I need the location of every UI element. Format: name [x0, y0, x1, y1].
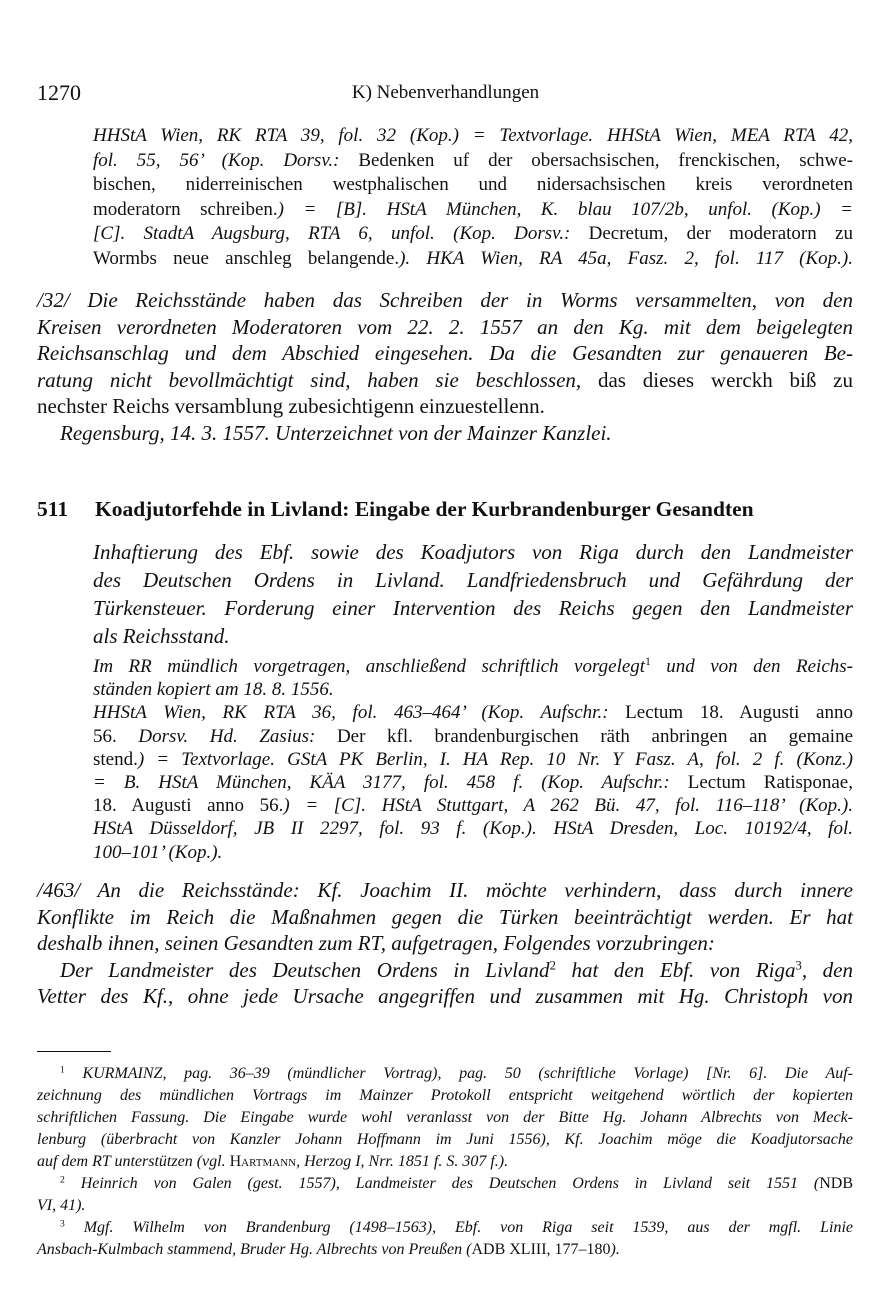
- source-note-block: [93, 124, 853, 271]
- text-line: [37, 1063, 853, 1085]
- text-line: [37, 287, 853, 314]
- text-segment: Decretum, der moderatorn zu: [570, 223, 853, 244]
- text-line: [93, 173, 853, 198]
- footnotes: [37, 1063, 853, 1261]
- text-line: [37, 1173, 853, 1195]
- text-segment: ratung nicht bevollmächtigt sind, haben sie beschlossen,: [37, 367, 582, 392]
- text-line: [93, 594, 853, 622]
- text-segment: Regensburg, 14. 3. 1557. Unterzeichnet von der Mainzer Kanzlei.: [60, 420, 612, 445]
- text-segment: deshalb ihnen, seinen Gesandten zum RT, aufgetragen, Folgendes vorzubringen:: [37, 931, 715, 955]
- text-segment: des Deutschen Ordens in Livland. Landfriedensbruch und Gefährdung der: [93, 568, 853, 592]
- text-segment: HStA Düsseldorf, JB II 2297, fol. 93 f. (Kop.). HStA Dresden, Loc. 10192/4, fol.: [93, 818, 853, 840]
- text-segment: 100–101’ (Kop.).: [93, 841, 223, 863]
- text-segment: Hartmann: [229, 1153, 297, 1170]
- text-line: [93, 198, 853, 223]
- text-line: [93, 566, 853, 594]
- text-segment: stend.: [93, 748, 138, 770]
- text-line: [37, 904, 853, 931]
- text-segment: [C]. StadtA Augsburg, RTA 6, unfol. (Kop. Dorsv.:: [93, 223, 571, 244]
- text-line: [93, 538, 853, 566]
- text-line: [37, 1107, 853, 1129]
- text-line: [93, 149, 853, 174]
- text-line: [37, 957, 853, 984]
- text-segment: Inhaftierung des Ebf. sowie des Koadjutors von Riga durch den Landmeister: [93, 540, 853, 564]
- text-segment: /32/ Die Reichsstände haben das Schreiben der in Worms versammelten, von den: [37, 288, 853, 312]
- text-segment: Mgf. Wilhelm von Brandenburg (1498–1563), Ebf. von Riga seit 1539, aus der mgfl. Linie: [64, 1219, 853, 1236]
- footnote-marker: 1: [60, 1064, 65, 1076]
- text-line: [37, 1151, 853, 1173]
- text-line: [37, 1195, 853, 1217]
- text-segment: /463/ An die Reichsstände: Kf. Joachim II. möchte verhindern, dass durch innere: [37, 878, 853, 902]
- text-line: [37, 1239, 853, 1261]
- text-segment: Ansbach-Kulmbach stammend, Bruder Hg. Albrechts von Preußen (: [37, 1241, 472, 1258]
- text-line: [37, 1217, 853, 1239]
- text-line: [93, 771, 853, 794]
- text-line: [37, 930, 853, 957]
- footnote-marker: 2: [60, 1174, 65, 1186]
- text-line: [37, 1129, 853, 1151]
- text-line: [93, 748, 853, 771]
- section-title: Koadjutorfehde in Livland: Eingabe der Kurbrandenburger Gesandten: [95, 497, 754, 521]
- text-line: [37, 983, 853, 1010]
- text-segment: ständen kopiert am 18. 8. 1556.: [93, 679, 334, 701]
- text-line: [93, 725, 853, 748]
- text-segment: Im RR mündlich vorgetragen, anschließend schriftlich vorgelegt: [93, 656, 646, 677]
- text-segment: ) = Textvorlage. GStA PK Berlin, I. HA Rep. 10 Nr. Y Fasz. A, fol. 2 f. (Konz.): [137, 748, 853, 770]
- source-note-block: [93, 655, 853, 864]
- text-segment: hat den Ebf. von Riga: [555, 957, 796, 982]
- text-segment: und von den Reichs-: [650, 656, 853, 677]
- section-summary: [93, 538, 853, 650]
- document-paragraph-32: [37, 287, 853, 446]
- footnote-marker: 3: [795, 957, 802, 972]
- document-paragraph-463: [37, 877, 853, 1010]
- text-line: [93, 701, 853, 724]
- text-segment: fol. 55, 56’ (Kop. Dorsv.:: [93, 149, 340, 171]
- text-segment: , den: [801, 957, 854, 982]
- text-line: [93, 817, 853, 840]
- text-line: [37, 367, 853, 394]
- text-line: [93, 794, 853, 817]
- text-line: [37, 877, 853, 904]
- text-segment: 56.: [93, 725, 139, 747]
- section-number: 511: [37, 497, 69, 521]
- text-segment: lenburg (überbracht von Kanzler Johann Hoffmann im Juni 1556), Kf. Joachim möge die Koadjutorsache: [37, 1131, 853, 1148]
- footnote-rule: [37, 1051, 111, 1052]
- text-segment: Der kfl. brandenburgischen räth anbringen an gemaine: [315, 725, 854, 747]
- text-segment: schriftlichen Fassung. Die Eingabe wurde wohl veranlasst von der Bitte Hg. Johann Albrechts von Meck-: [37, 1109, 853, 1126]
- text-line: [37, 340, 853, 367]
- text-line: [93, 247, 853, 272]
- text-segment: ).: [610, 1241, 620, 1258]
- text-segment: VI, 41).: [37, 1197, 86, 1214]
- text-segment: Der Landmeister des Deutschen Ordens in Livland: [60, 957, 550, 982]
- text-segment: Heinrich von Galen (gest. 1557), Landmeister des Deutschen Ordens in Livland seit 1551 (: [64, 1175, 820, 1192]
- text-segment: ). HKA Wien, RA 45a, Fasz. 2, fol. 117 (Kop.).: [399, 247, 853, 269]
- text-segment: Bedenken uf der obersachsischen, frenckischen, schwe-: [339, 149, 854, 171]
- text-segment: bischen, niderreinischen westphalischen und nidersachsischen kreis verordneten: [93, 174, 853, 195]
- text-segment: Dorsv. Hd. Zasius:: [138, 725, 316, 747]
- text-line: [37, 420, 853, 447]
- text-segment: 18. Augusti anno 56.: [93, 795, 284, 817]
- text-segment: ADB XLIII, 177–180: [471, 1241, 611, 1258]
- text-segment: Konflikte im Reich die Maßnahmen gegen die Türken beeinträchtigt werden. Er hat: [37, 904, 853, 929]
- text-line: [93, 222, 853, 247]
- text-segment: Kreisen verordneten Moderatoren vom 22. 2. 1557 an den Kg. mit dem beigelegten: [37, 314, 853, 339]
- text-line: [93, 678, 853, 701]
- text-segment: Lectum 18. Augusti anno: [608, 702, 853, 724]
- text-segment: als Reichsstand.: [93, 624, 230, 648]
- text-segment: Vetter des Kf., ohne jede Ursache angegriffen und zusammen mit Hg. Christoph von: [37, 984, 853, 1008]
- text-segment: NDB: [819, 1175, 853, 1192]
- text-segment: auf dem RT unterstützen (vgl.: [37, 1153, 230, 1170]
- text-segment: = B. HStA München, KÄA 3177, fol. 458 f. (Kop. Aufschr.:: [93, 772, 670, 794]
- section-heading: [37, 497, 754, 522]
- text-segment: Reichsanschlag und dem Abschied eingesehen. Da die Gesandten zur genaueren Be-: [37, 341, 853, 365]
- text-segment: moderatorn schreiben.: [93, 198, 278, 220]
- text-segment: das dieses werckh biß zu: [581, 367, 853, 392]
- text-line: [93, 622, 853, 650]
- footnote-marker: 2: [549, 957, 556, 972]
- text-segment: nechster Reichs versamblung zubesichtigenn einzuestellenn.: [37, 394, 545, 418]
- text-segment: HHStA Wien, RK RTA 39, fol. 32 (Kop.) = Textvorlage. HHStA Wien, MEA RTA 42,: [93, 125, 853, 146]
- text-segment: , Herzog I, Nrr. 1851 f. S. 307 f.).: [296, 1153, 509, 1170]
- text-segment: KURMAINZ, pag. 36–39 (mündlicher Vortrag), pag. 50 (schriftliche Vorlage) [Nr. 6]. Die Auf-: [64, 1065, 853, 1082]
- text-segment: zeichnung des mündlichen Vortrags im Mainzer Protokoll entspricht weitgehend wörtlich der kopierten: [37, 1087, 853, 1104]
- footnote-marker: 1: [645, 656, 651, 669]
- page-number: 1270: [37, 80, 81, 105]
- text-segment: HHStA Wien, RK RTA 36, fol. 463–464’ (Kop. Aufschr.:: [93, 702, 609, 724]
- text-line: [37, 1085, 853, 1107]
- text-segment: Wormbs neue anschleg belangende.: [93, 247, 400, 269]
- text-segment: Türkensteuer. Forderung einer Intervention des Reichs gegen den Landmeister: [93, 596, 853, 620]
- text-line: [93, 655, 853, 678]
- text-line: [37, 393, 853, 420]
- footnote-marker: 3: [60, 1218, 65, 1230]
- text-segment: ) = [B]. HStA München, K. blau 107/2b, unfol. (Kop.) =: [277, 198, 853, 220]
- text-line: [93, 841, 853, 864]
- running-title: K) Nebenverhandlungen: [351, 82, 540, 103]
- text-segment: Lectum Ratisponae,: [669, 772, 853, 794]
- text-line: [37, 314, 853, 341]
- text-line: [93, 124, 853, 149]
- text-segment: ) = [C]. HStA Stuttgart, A 262 Bü. 47, fol. 116–118’ (Kop.).: [283, 795, 853, 817]
